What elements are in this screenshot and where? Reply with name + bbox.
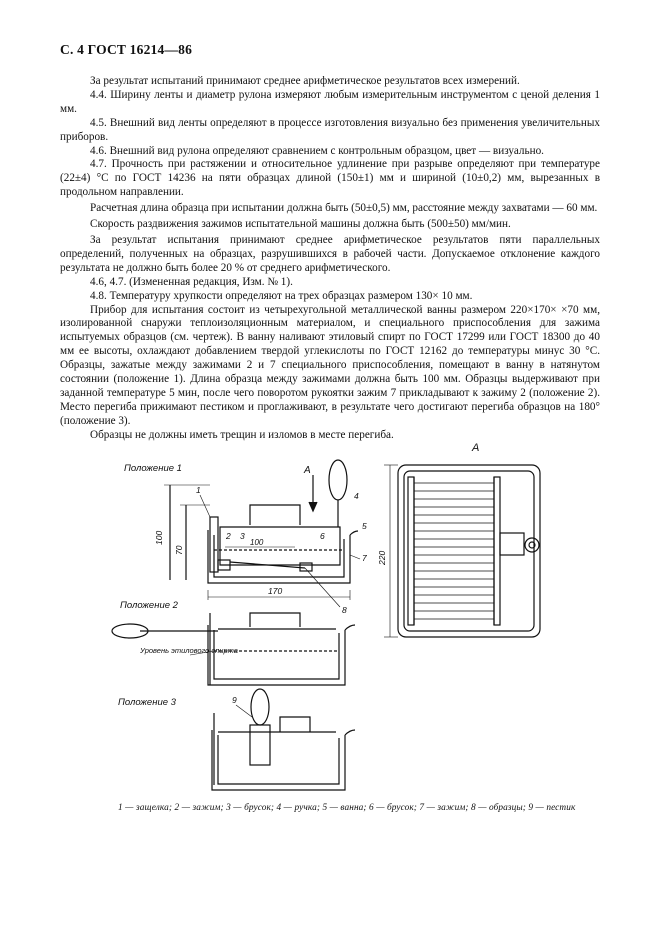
liquid-level-label	[139, 646, 238, 655]
apparatus-drawing	[100, 442, 570, 795]
paragraph: 4.5. Внешний вид ленты определяют в процессе изготовления визуально без применения увеличительных приборов.	[60, 116, 600, 143]
callout-3: 3	[240, 531, 245, 541]
callout-8: 8	[342, 605, 347, 615]
view-a-label: А	[472, 442, 480, 454]
paragraph: 4.8. Температуру хрупкости определяют на трех образцах размером 130× 10 мм.	[90, 289, 473, 302]
liquid-level-text: Уровень этилового спирта	[140, 646, 238, 655]
callout-7: 7	[362, 553, 367, 563]
callout-1: 1	[196, 485, 201, 495]
paragraph: Расчетная длина образца при испытании должна быть (50±0,5) мм, расстояние между захватами — 60 мм.	[90, 202, 598, 215]
paragraph: За результат испытания принимают среднее арифметическое результатов пяти параллельных определений, полученных на образцах, разрушившихся в рабочей части. Допускаемое отклонение каждого результата не должно быть более 20 % от среднего арифметического.	[60, 233, 600, 274]
paragraph: Прибор для испытания состоит из четырехугольной металлической ванны размером 220×170× ×70 мм, изолированной снаружи теплоизоляционным материалом, и специального приспособления для зажима испытуемых образцов (см. чертеж). В ванну наливают этиловый спирт по ГОСТ 17299 или ГОСТ 18300 до 40 мм ее высоты, охлаждают добавлением твердой углекислоты по ГОСТ 12162 до температуры минус 30 °С. Образцы, зажатые между зажимами 2 и 7 специального приспособления, помещают в ванну в натянутом состоянии (положение 1). Длина образца между зажимами должна быть 100 мм. Образцы выдерживают при заданной температуре 5 мин, после чего поворотом рукоятки зажим 7 прикладывают к зажиму 2 (положение 2). Место перегиба прижимают пестиком и проглаживают, в результате чего достигают перегиба образцов на 180° (положение 3).	[60, 303, 600, 427]
paragraph: За результат испытаний принимают среднее арифметическое результатов всех измерений.	[90, 75, 520, 87]
dim-220: 220	[377, 550, 387, 565]
view-arrow-a: А	[304, 465, 311, 476]
amendment-note: 4.6, 4.7. (Измененная редакция, Изм. № 1).	[90, 275, 293, 288]
page-header: С. 4 ГОСТ 16214—86	[60, 42, 193, 57]
callout-2: 2	[226, 531, 231, 541]
dim-100-vertical: 100	[154, 530, 164, 545]
paragraph: Образцы не должны иметь трещин и изломов в месте перегиба.	[90, 428, 394, 441]
figure-caption: 1 — защелка; 2 — зажим; 3 — брусок; 4 — ручка; 5 — ванна; 6 — брусок; 7 — зажим; 8 — образцы; 9 — пестик	[118, 803, 576, 813]
position-3-label: Положение 3	[118, 697, 176, 708]
paragraph: 4.7. Прочность при растяжении и относительное удлинение при разрыве определяют при температуре (22±4) °С по ГОСТ 14236 на пяти образцах длиной (150±1) мм и шириной (10±0,2) мм, вырезанных в продольном направлении.	[60, 158, 600, 199]
paragraph: 4.6. Внешний вид рулона определяют сравнением с контрольным образцом, цвет — визуально.	[90, 144, 544, 157]
callout-4: 4	[354, 491, 359, 501]
dim-100-horizontal: 100	[250, 538, 264, 547]
body-text	[60, 75, 600, 443]
callout-6: 6	[320, 531, 325, 541]
position-1-label: Положение 1	[124, 463, 182, 474]
paragraph: 4.4. Ширину ленты и диаметр рулона измеряют любым измерительным инструментом с ценой деления 1 мм.	[60, 88, 600, 115]
position-2-label: Положение 2	[120, 600, 178, 611]
callout-5: 5	[362, 521, 367, 531]
dim-170: 170	[268, 586, 283, 596]
callout-9: 9	[232, 695, 237, 705]
dim-70: 70	[174, 545, 184, 555]
paragraph: Скорость раздвижения зажимов испытательной машины должна быть (500±50) мм/мин.	[90, 218, 511, 231]
